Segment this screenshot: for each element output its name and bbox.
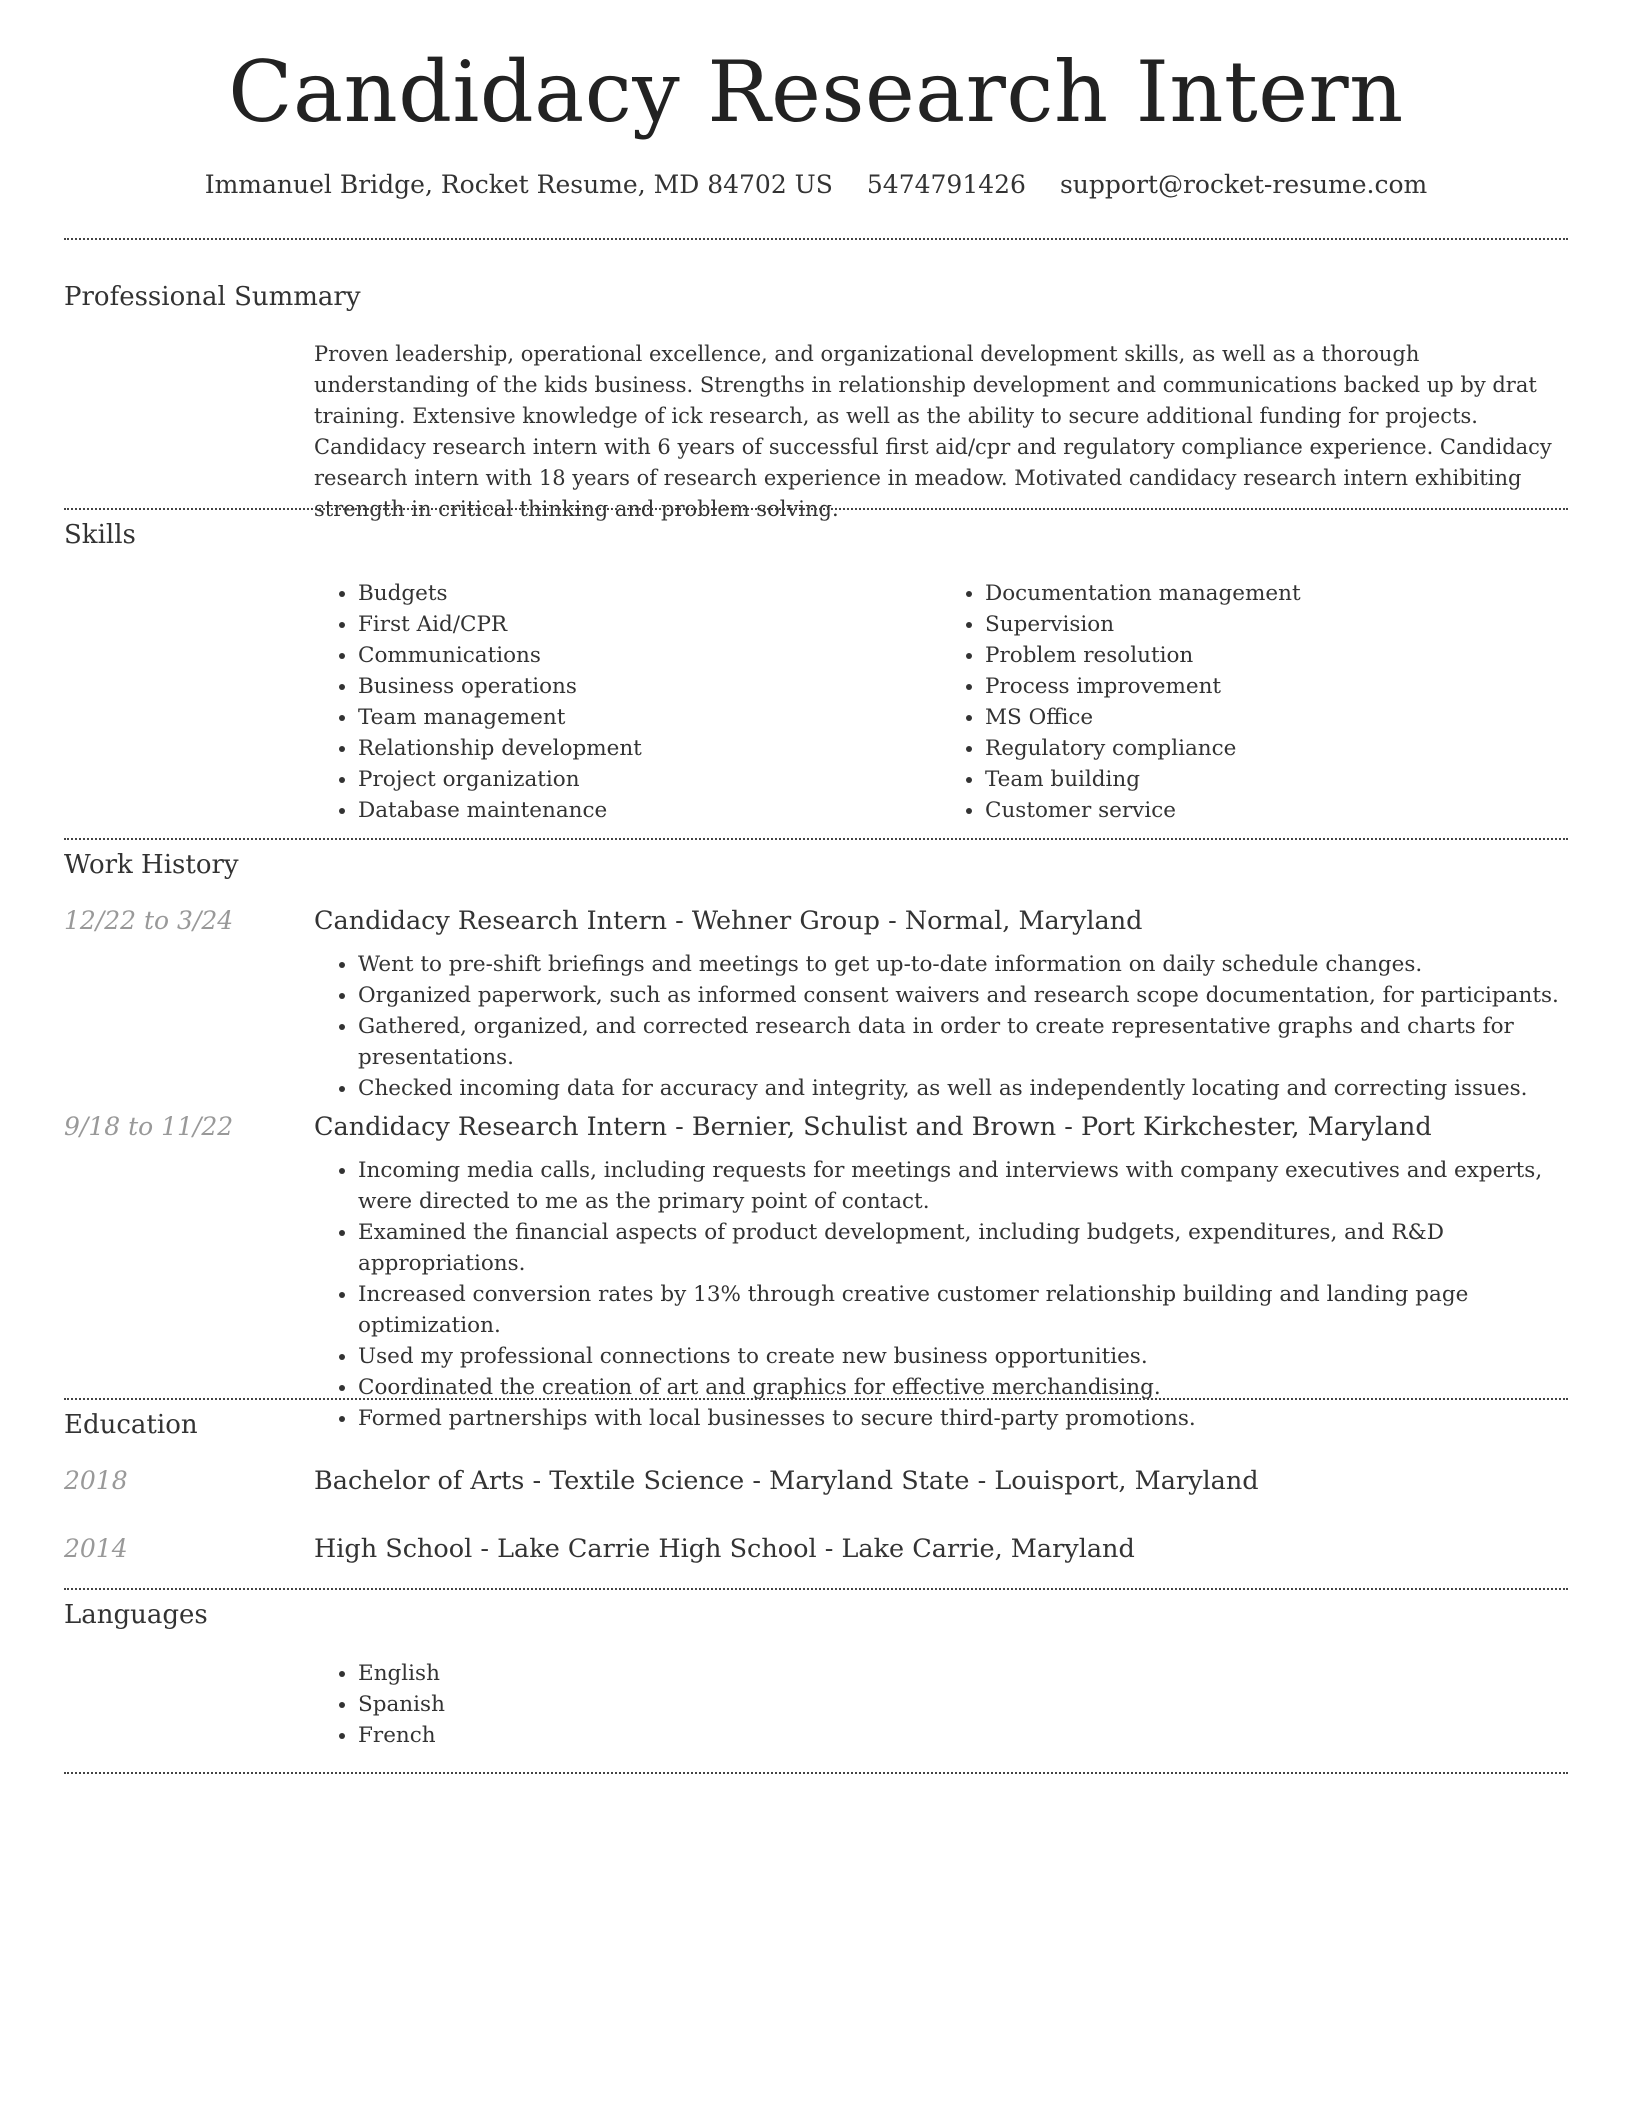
job-dates: 12/22 to 3/24 — [64, 906, 234, 935]
separator: - — [1056, 1112, 1081, 1142]
job-role: Candidacy Research Intern — [314, 906, 668, 936]
separator: - — [667, 906, 692, 936]
list-item: • First Aid/CPR — [358, 609, 941, 640]
contact-line — [0, 170, 1632, 199]
divider — [64, 238, 1568, 240]
separator: - — [969, 1466, 995, 1496]
section-title-skills: Skills — [64, 520, 136, 550]
separator: - — [524, 1466, 550, 1496]
divider — [64, 1588, 1568, 1590]
section-title-summary: Professional Summary — [64, 282, 361, 312]
education-year: 2018 — [64, 1466, 128, 1495]
list-item: • Team building — [985, 764, 1568, 795]
section-title-languages: Languages — [64, 1600, 208, 1630]
list-item: • Coordinated the creation of art and graphics for effective merchandising. — [358, 1372, 1568, 1403]
job-bullets — [314, 1155, 1568, 1434]
separator: - — [816, 1534, 842, 1564]
languages-section — [64, 1600, 1568, 1760]
job-bullets — [314, 949, 1568, 1104]
list-item: • Business operations — [358, 671, 941, 702]
divider — [64, 508, 1568, 510]
summary-text: Proven leadership, operational excellence, and organizational development skills, as well as a thorough understanding of the kids business. Strengths in relationship development and communications backed up by drat training. Extensive knowledge of ick research, as well as the ability to secure additional funding for projects. Candidacy research intern with 6 years of successful first aid/cpr and regulatory compliance experience. Candidacy research intern with 18 years of research experience in meadow. Motivated candidacy research intern exhibiting strength in critical thinking and problem solving. — [314, 342, 1552, 521]
resume-header — [0, 0, 1632, 199]
job-entry — [314, 906, 1568, 1104]
separator: - — [472, 1534, 498, 1564]
job-dates: 9/18 to 11/22 — [64, 1112, 234, 1141]
education-entry — [314, 1466, 1568, 1496]
separator: - — [880, 906, 905, 936]
list-item: • French — [358, 1720, 1568, 1751]
divider — [64, 1772, 1568, 1774]
skills-list-left — [314, 578, 941, 826]
education-entry — [314, 1534, 1568, 1564]
skills-list-right — [941, 578, 1568, 826]
job-location: Port Kirkchester, Maryland — [1080, 1112, 1432, 1142]
job-role: Candidacy Research Intern — [314, 1112, 668, 1142]
section-title-education: Education — [64, 1410, 198, 1440]
list-item: • Gathered, organized, and corrected research data in order to create representative graphs and charts for presentations. — [358, 1011, 1568, 1073]
list-item: • Incoming media calls, including requests for meetings and interviews with company executives and experts, were directed to me as the primary point of contact. — [358, 1155, 1568, 1217]
job-company: Bernier, Schulist and Brown — [691, 1112, 1057, 1142]
languages-list — [314, 1658, 1568, 1751]
separator: - — [744, 1466, 770, 1496]
candidate-title: Candidacy Research Intern — [228, 43, 1404, 141]
summary-section — [64, 282, 1568, 521]
list-item: • Regulatory compliance — [985, 733, 1568, 764]
education-location: Lake Carrie, Maryland — [841, 1534, 1135, 1564]
job-company: Wehner Group — [691, 906, 881, 936]
separator: - — [667, 1112, 692, 1142]
education-degree: High School — [314, 1534, 473, 1564]
contact-email: support@rocket-resume.com — [1059, 170, 1428, 199]
list-item: • Problem resolution — [985, 640, 1568, 671]
job-heading — [314, 1112, 1568, 1142]
list-item: • English — [358, 1658, 1568, 1689]
job-heading — [314, 906, 1568, 936]
divider — [64, 1398, 1568, 1400]
list-item: • Formed partnerships with local businesses to secure third-party promotions. — [358, 1403, 1568, 1434]
education-year: 2014 — [64, 1534, 128, 1563]
education-location: Louisport, Maryland — [994, 1466, 1259, 1496]
job-location: Normal, Maryland — [904, 906, 1143, 936]
list-item: • Spanish — [358, 1689, 1568, 1720]
education-section — [64, 1410, 1568, 1580]
list-item: • Went to pre-shift briefings and meetings to get up-to-date information on daily schedule changes. — [358, 949, 1568, 980]
list-item: • Relationship development — [358, 733, 941, 764]
list-item: • Supervision — [985, 609, 1568, 640]
section-title-work: Work History — [64, 850, 239, 880]
list-item: • Budgets — [358, 578, 941, 609]
list-item: • Examined the financial aspects of product development, including budgets, expenditures, and R&D appropriations. — [358, 1217, 1568, 1279]
list-item: • Used my professional connections to create new business opportunities. — [358, 1341, 1568, 1372]
list-item: • Customer service — [985, 795, 1568, 826]
skills-section — [64, 520, 1568, 823]
skills-grid — [314, 578, 1568, 826]
list-item: • Process improvement — [985, 671, 1568, 702]
list-item: • Project organization — [358, 764, 941, 795]
list-item: • Organized paperwork, such as informed consent waivers and research scope documentation, for participants. — [358, 980, 1568, 1011]
contact-phone: 5474791426 — [866, 170, 1026, 199]
list-item: • Team management — [358, 702, 941, 733]
list-item: • Checked incoming data for accuracy and integrity, as well as independently locating and correcting issues. — [358, 1073, 1568, 1104]
list-item: • Increased conversion rates by 13% through creative customer relationship building and landing page optimization. — [358, 1279, 1568, 1341]
list-item: • Communications — [358, 640, 941, 671]
education-field: Textile Science — [549, 1466, 745, 1496]
list-item: • Database maintenance — [358, 795, 941, 826]
contact-address: Immanuel Bridge, Rocket Resume, MD 84702 US — [204, 170, 833, 199]
education-school: Maryland State — [769, 1466, 970, 1496]
list-item: • Documentation management — [985, 578, 1568, 609]
job-entry — [314, 1112, 1568, 1434]
education-degree: Bachelor of Arts — [314, 1466, 525, 1496]
divider — [64, 838, 1568, 840]
education-school: Lake Carrie High School — [497, 1534, 817, 1564]
list-item: • MS Office — [985, 702, 1568, 733]
